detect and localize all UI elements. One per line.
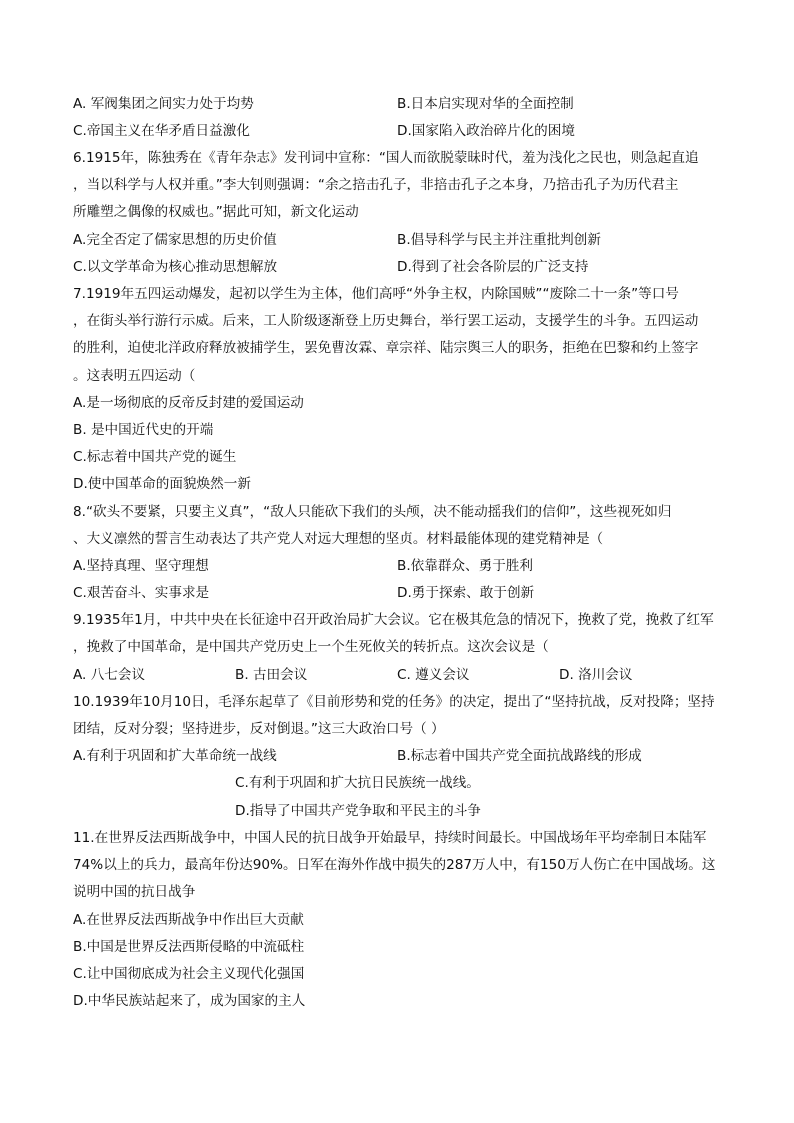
q7-option-b: B. 是中国近代史的开端	[73, 422, 214, 438]
q9-option-a: A. 八七会议	[73, 667, 146, 683]
q11-stem-line-2: 74%以上的兵力，最高年份达90%。日军在海外作战中损失的287万人中，有150万人伤亡在中国战场。这	[73, 857, 716, 873]
q6-stem-line-1: 6.1915年，陈独秀在《青年杂志》发刊词中宣称：“国人而欲脱蒙昧时代，羞为浅化之民也，则急起直追	[73, 150, 699, 166]
q10-option-d: D.指导了中国共产党争取和平民主的斗争	[235, 803, 481, 819]
q8-option-c: C.艰苦奋斗、实事求是	[73, 585, 210, 601]
q10-option-c: C.有利于巩固和扩大抗日民族统一战线。	[235, 775, 480, 791]
q11-option-c: C.让中国彻底成为社会主义现代化强国	[73, 966, 305, 982]
q10-stem-line-2: 团结，反对分裂；坚持进步，反对倒退。”这三大政治口号（ ）	[73, 721, 445, 737]
q5-option-a: A. 军阀集团之间实力处于均势	[73, 96, 254, 112]
q6-option-d: D.得到了社会各阶层的广泛支持	[397, 259, 589, 275]
q8-stem-line-1: 8.“砍头不要紧，只要主义真”，“敌人只能砍下我们的头颅，决不能动摇我们的信仰”，这些视死如归	[73, 504, 672, 520]
q9-option-c: C. 遵义会议	[397, 667, 470, 683]
q11-stem-line-3: 说明中国的抗日战争	[73, 884, 196, 900]
q7-stem-line-2: ，在街头举行游行示威。后来，工人阶级逐渐登上历史舞台，举行罢工运动，支援学生的斗争。五四运动	[73, 313, 699, 329]
q9-option-d: D. 洛川会议	[559, 667, 633, 683]
q11-option-b: B.中国是世界反法西斯侵略的中流砥柱	[73, 939, 305, 955]
q5-option-b: B.日本启实现对华的全面控制	[397, 96, 574, 112]
q10-stem-line-1: 10.1939年10月10日，毛泽东起草了《目前形势和党的任务》的决定，提出了“坚持抗战，反对投降；坚持	[73, 694, 715, 710]
q8-option-a: A.坚持真理、坚守理想	[73, 558, 209, 574]
q8-option-b: B.依靠群众、勇于胜利	[397, 558, 533, 574]
q7-option-a: A.是一场彻底的反帝反封建的爱国运动	[73, 395, 304, 411]
q8-option-d: D.勇于探索、敢于创新	[397, 585, 535, 601]
q7-stem-line-1: 7.1919年五四运动爆发，起初以学生为主体，他们高呼“外争主权，内除国贼”“废除二十一条”等口号	[73, 286, 679, 302]
q9-stem-line-2: ，挽救了中国革命，是中国共产党历史上一个生死攸关的转折点。这次会议是（	[73, 639, 549, 655]
q6-option-c: C.以文学革命为核心推动思想解放	[73, 259, 278, 275]
q7-option-c: C.标志着中国共产党的诞生	[73, 449, 237, 465]
q6-option-b: B.倡导科学与民主并注重批判创新	[397, 232, 601, 248]
q7-stem-line-4: 。这表明五四运动（	[73, 368, 196, 384]
q11-stem-line-1: 11.在世界反法西斯战争中，中国人民的抗日战争开始最早，持续时间最长。中国战场年平均牵制日本陆军	[73, 830, 707, 846]
q6-stem-line-3: 所雕塑之偶像的权威也。”据此可知，新文化运动	[73, 204, 359, 220]
q5-option-c: C.帝国主义在华矛盾日益激化	[73, 123, 250, 139]
q11-option-a: A.在世界反法西斯战争中作出巨大贡献	[73, 912, 304, 928]
q8-stem-line-2: 、大义凛然的誓言生动表达了共产党人对远大理想的坚贞。材料最能体现的建党精神是（	[73, 531, 604, 547]
q5-option-d: D.国家陷入政治碎片化的困境	[397, 123, 575, 139]
q9-stem-line-1: 9.1935年1月，中共中央在长征途中召开政治局扩大会议。它在极其危急的情况下，挽救了党，挽救了红军	[73, 612, 714, 628]
q11-option-d: D.中华民族站起来了，成为国家的主人	[73, 993, 306, 1009]
q10-option-b: B.标志着中国共产党全面抗战路线的形成	[397, 748, 642, 764]
q6-stem-line-2: ，当以科学与人权并重。”李大钊则强调：“余之掊击孔子，非掊击孔子之本身，乃掊击孔子为历代君主	[73, 177, 679, 193]
q10-option-a: A.有利于巩固和扩大革命统一战线	[73, 748, 277, 764]
q7-option-d: D.使中国革命的面貌焕然一新	[73, 476, 251, 492]
q9-option-b: B. 古田会议	[235, 667, 308, 683]
q6-option-a: A.完全否定了儒家思想的历史价值	[73, 232, 277, 248]
q7-stem-line-3: 的胜利，迫使北洋政府释放被捕学生，罢免曹汝霖、章宗祥、陆宗舆三人的职务，拒绝在巴黎和约上签字	[73, 340, 699, 356]
